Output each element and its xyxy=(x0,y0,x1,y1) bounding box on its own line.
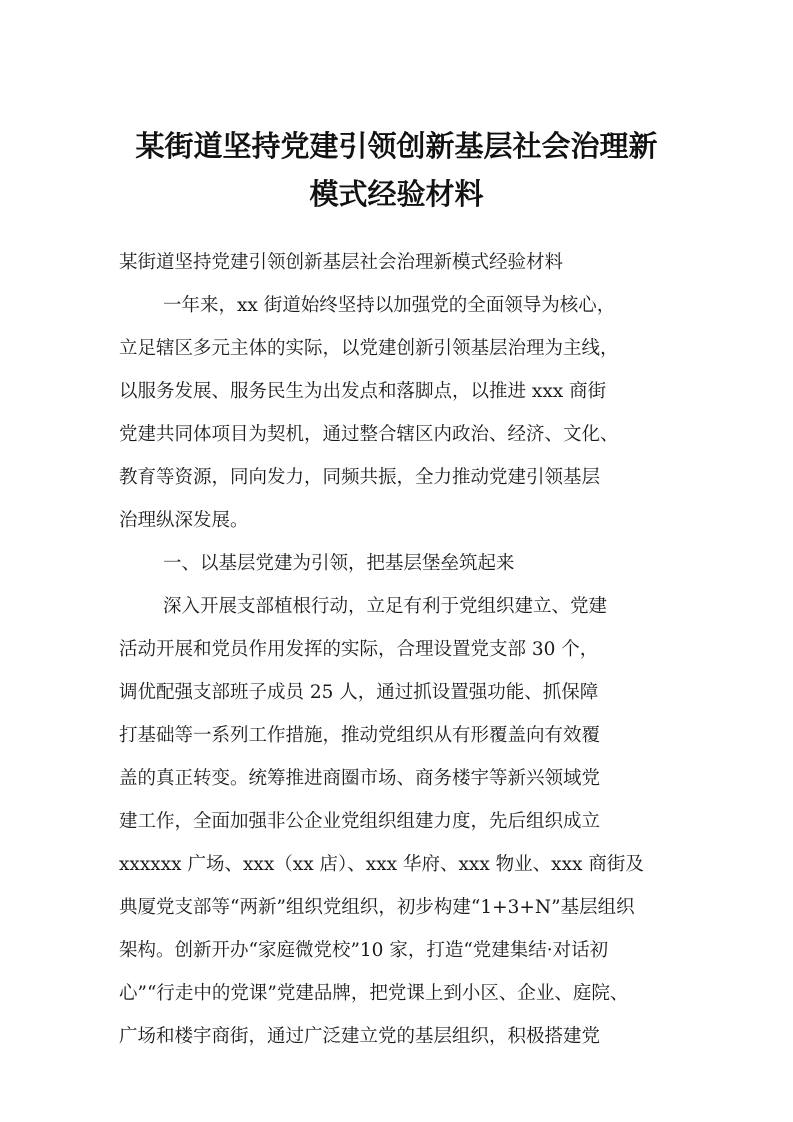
paragraph-1-line-6: 治理纵深发展。 xyxy=(119,510,249,531)
paragraph-2-line-8: 典厦党支部等“两新”组织党组织，初步构建“1+3+N”基层组织 xyxy=(119,897,635,918)
document-title-line-1: 某街道坚持党建引领创新基层社会治理新 xyxy=(135,129,658,163)
paragraph-1-line-3: 以服务发展、服务民生为出发点和落脚点，以推进 xxx 商街 xyxy=(119,381,607,402)
document-subtitle: 某街道坚持党建引领创新基层社会治理新模式经验材料 xyxy=(119,252,564,273)
section-heading-1: 一、以基层党建为引领，把基层堡垒筑起来 xyxy=(163,553,515,574)
paragraph-2-line-4: 打基础等一系列工作措施，推动党组织从有形覆盖向有效覆 xyxy=(119,725,601,746)
paragraph-2-line-9: 架构。创新开办“家庭微党校”10 家，打造“党建集结·对话初 xyxy=(119,940,609,961)
paragraph-1-line-2: 立足辖区多元主体的实际，以党建创新引领基层治理为主线， xyxy=(119,338,619,359)
paragraph-1-line-4: 党建共同体项目为契机，通过整合辖区内政治、经济、文化、 xyxy=(119,424,619,445)
paragraph-2-line-11: 广场和楼宇商街，通过广泛建立党的基层组织，积极搭建党 xyxy=(119,1026,601,1047)
paragraph-1-line-5: 教育等资源，同向发力，同频共振，全力推动党建引领基层 xyxy=(119,467,601,488)
paragraph-2-line-10: 心”“行走中的党课”党建品牌，把党课上到小区、企业、庭院、 xyxy=(119,983,629,1004)
paragraph-2-line-6: 建工作，全面加强非公企业党组织组建力度，先后组织成立 xyxy=(119,811,601,832)
paragraph-2-line-3: 调优配强支部班子成员 25 人，通过抓设置强功能、抓保障 xyxy=(119,682,599,703)
paragraph-2-line-1: 深入开展支部植根行动，立足有利于党组织建立、党建 xyxy=(163,596,608,617)
paragraph-2-line-7: xxxxxx 广场、xxx（xx 店）、xxx 华府、xxx 物业、xxx 商街及 xyxy=(119,854,644,875)
paragraph-2-line-2: 活动开展和党员作用发挥的实际，合理设置党支部 30 个， xyxy=(119,639,599,660)
paragraph-1-line-1: 一年来，xx 街道始终坚持以加强党的全面领导为核心， xyxy=(163,295,616,316)
document-title-line-2: 模式经验材料 xyxy=(309,177,484,211)
paragraph-2-line-5: 盖的真正转变。统筹推进商圈市场、商务楼宇等新兴领域党 xyxy=(119,768,601,789)
